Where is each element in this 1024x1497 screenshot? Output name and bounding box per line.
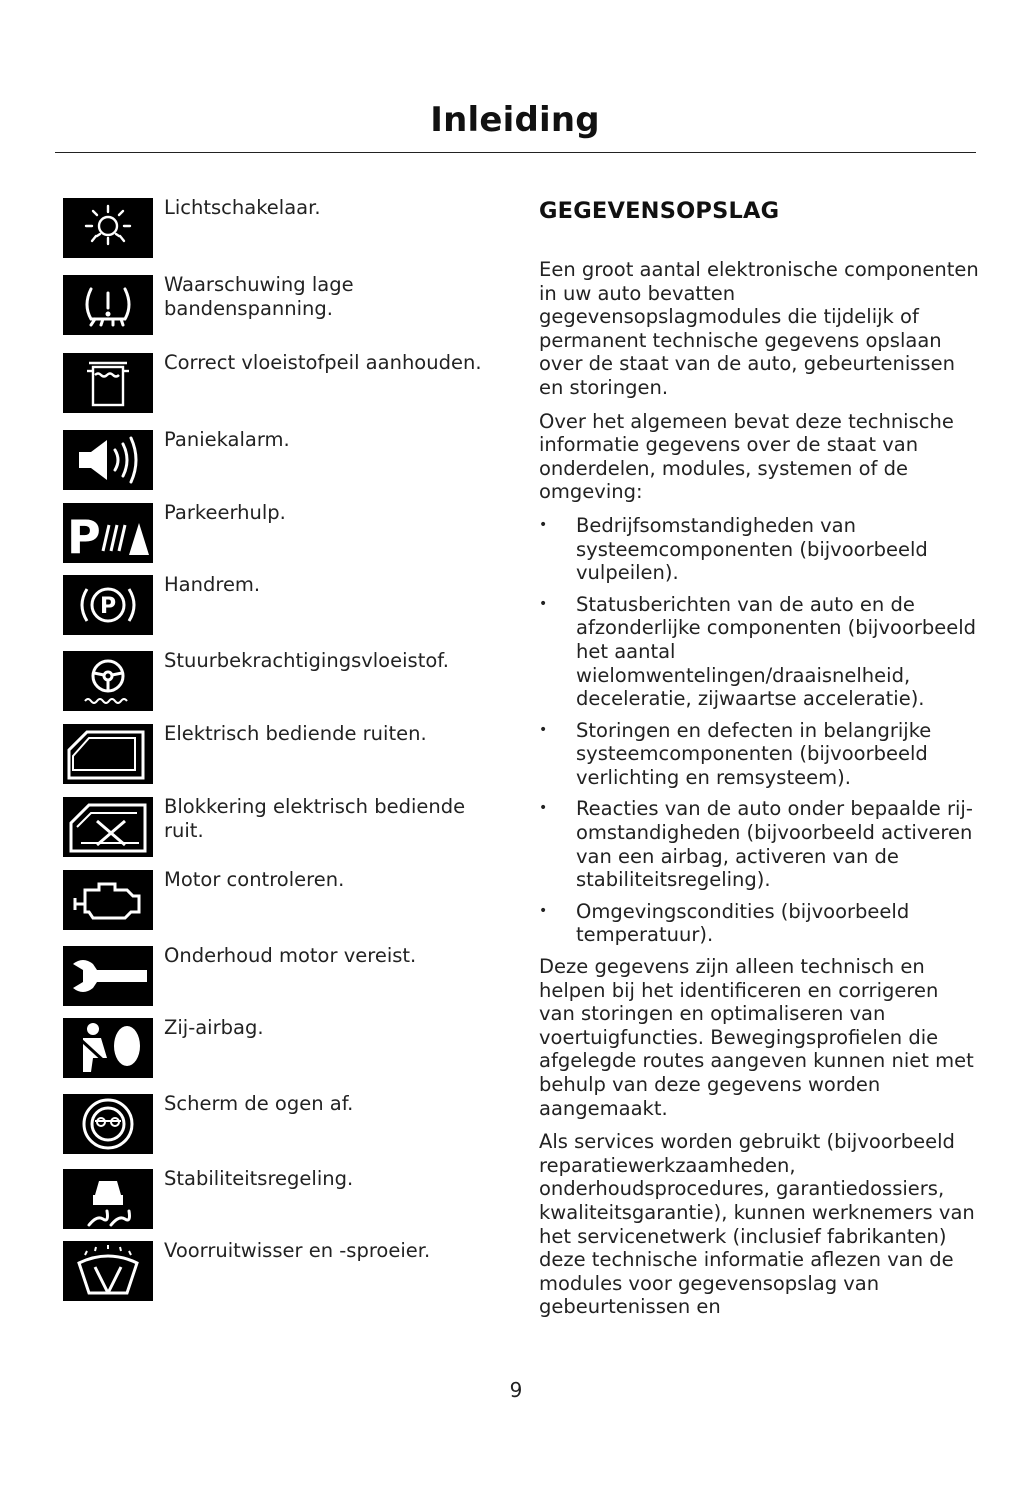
- symbol-row: [63, 428, 513, 490]
- bullet-marker: •: [539, 516, 548, 533]
- bullet-marker: •: [539, 902, 548, 919]
- bullet-text: Reacties van de auto onder bepaalde rij-omstandigheden (bijvoorbeeld activeren van een airbag, activeren van de stabiliteitsregeling).: [576, 797, 973, 892]
- symbol-row: [63, 573, 513, 635]
- bullet-marker: •: [539, 721, 548, 738]
- symbol-label: Handrem.: [164, 573, 261, 596]
- symbol-row: [63, 649, 513, 711]
- side-airbag-icon: [63, 1018, 153, 1078]
- svg-text:P: P: [67, 510, 101, 563]
- window-lockout-icon: [63, 797, 153, 857]
- panic-alarm-icon: [63, 430, 153, 490]
- engine-service-wrench-icon: [63, 946, 153, 1006]
- fluid-level-icon: [63, 353, 153, 413]
- symbol-label: Waarschuwing lage bandenspanning.: [164, 273, 354, 320]
- symbol-label: Scherm de ogen af.: [164, 1092, 354, 1115]
- symbol-row: [63, 722, 513, 784]
- symbol-label: Stabiliteitsregeling.: [164, 1167, 354, 1190]
- check-engine-icon: [63, 870, 153, 930]
- list-item: [539, 797, 979, 891]
- symbol-row: [63, 795, 513, 857]
- title-divider: [55, 152, 976, 153]
- symbol-row: [63, 1239, 513, 1301]
- parking-brake-icon: [63, 575, 153, 635]
- symbol-label: Paniekalarm.: [164, 428, 290, 451]
- list-item: [539, 900, 979, 947]
- stability-control-icon: [63, 1169, 153, 1229]
- symbol-label: Parkeerhulp.: [164, 501, 286, 524]
- page-title: Inleiding: [430, 100, 600, 140]
- section-heading: GEGEVENSOPSLAG: [539, 198, 780, 224]
- symbol-label: Correct vloeistofpeil aanhouden.: [164, 351, 482, 374]
- technical-data-paragraph: Deze gegevens zijn alleen technisch en helpen bij het identificeren en corrigeren van storingen en optimaliseren van voertuigfuncties. Bewegingsprofielen die afgelegde routes aangeven kunnen niet met behulp van deze gegevens worden aangemaakt.: [539, 955, 974, 1120]
- symbol-row: [63, 501, 513, 563]
- info-paragraph: Over het algemeen bevat deze technische informatie gegevens over de staat van onderdelen, modules, systemen of de omgeving:: [539, 409, 954, 504]
- symbol-row: [63, 1016, 513, 1078]
- symbol-row: [63, 1092, 513, 1154]
- list-item: [539, 514, 979, 585]
- windshield-washer-icon: [63, 1241, 153, 1301]
- bullet-list: [539, 514, 979, 947]
- bullet-text: Statusberichten van de auto en de afzonderlijke componenten (bijvoorbeeld het aantal wielomwentelingen/draaisnelheid, deceleratie, zijwaartse acceleratie).: [576, 592, 977, 711]
- tire-pressure-warning-icon: [63, 275, 153, 335]
- symbol-label: Motor controleren.: [164, 868, 345, 891]
- power-steering-fluid-icon: [63, 651, 153, 711]
- svg-text:P: P: [100, 594, 117, 619]
- light-switch-icon: [63, 198, 153, 258]
- bullet-text: Bedrijfsomstandigheden van systeemcomponenten (bijvoorbeeld vulpeilen).: [576, 513, 928, 585]
- services-paragraph: Als services worden gebruikt (bijvoorbeeld reparatiewerkzaamheden, onderhoudsprocedures, garantiedossiers, kwaliteitsgarantie), kunnen werknemers van het servicenetwerk (inclusief fabrikanten) deze technische informatie aflezen van de modules voor gegevensopslag van gebeurtenissen en: [539, 1130, 975, 1319]
- intro-paragraph: Een groot aantal elektronische componenten in uw auto bevatten gegevensopslagmodules die tijdelijk of permanent technische gegevens opslaan over de staat van de auto, gebeurtenissen en storingen.: [539, 258, 979, 399]
- symbol-label: Zij-airbag.: [164, 1016, 264, 1039]
- list-item: [539, 719, 979, 790]
- symbol-label: Onderhoud motor vereist.: [164, 944, 417, 967]
- page-number: 9: [509, 1378, 523, 1402]
- symbol-label: Voorruitwisser en -sproeier.: [164, 1239, 431, 1262]
- symbol-row: [63, 351, 513, 413]
- symbol-row: [63, 1167, 513, 1229]
- power-window-icon: [63, 724, 153, 784]
- symbol-row: [63, 868, 513, 930]
- symbol-row: [63, 196, 513, 258]
- symbol-label: Blokkering elektrisch bediende ruit.: [164, 795, 466, 842]
- bullet-marker: •: [539, 800, 548, 817]
- eye-protection-icon: [63, 1094, 153, 1154]
- list-item: [539, 593, 979, 711]
- data-storage-section: [539, 198, 979, 1329]
- bullet-text: Storingen en defecten in belangrijke systeemcomponenten (bijvoorbeeld verlichting en remsysteem).: [576, 718, 932, 789]
- symbol-row: [63, 944, 513, 1006]
- symbol-label: Stuurbekrachtigingsvloeistof.: [164, 649, 449, 672]
- parking-aid-icon: [63, 503, 153, 563]
- bullet-marker: •: [539, 595, 548, 612]
- symbol-label: Lichtschakelaar.: [164, 196, 321, 219]
- symbol-label: Elektrisch bediende ruiten.: [164, 722, 427, 745]
- symbol-row: [63, 273, 513, 335]
- bullet-text: Omgevingscondities (bijvoorbeeld temperatuur).: [576, 899, 910, 947]
